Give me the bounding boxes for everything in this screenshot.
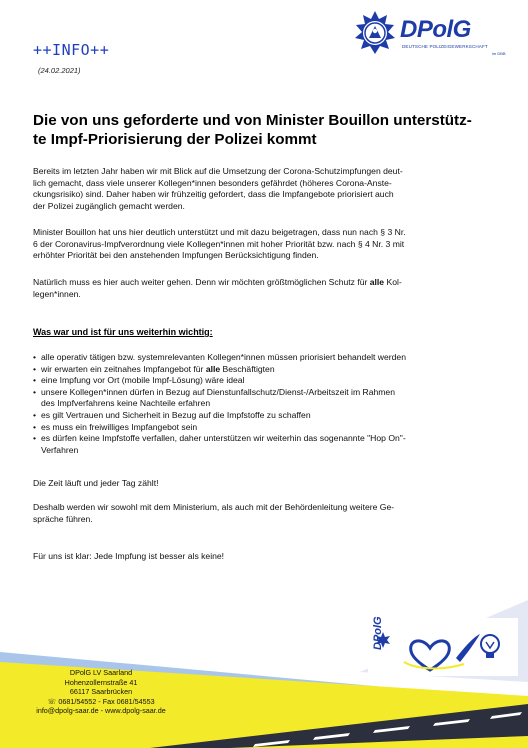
text-line: 6 der Coronavirus-Impfverordnung viele Kollegen*innen mit hoher Priorität bzw. nach § 4 Nr. 3 mit	[33, 238, 405, 249]
paragraph-1	[33, 166, 493, 212]
list-item: • es muss ein freiwilliges Impfangebot sein	[33, 422, 498, 434]
text-line: Minister Bouillon hat uns hier deutlich unterstützt und mit dazu beigetragen, dass nun nach § 3 Nr.	[33, 227, 406, 237]
document-date: (24.02.2021)	[38, 66, 81, 75]
footer-street: Hohenzollernstraße 41	[64, 677, 138, 687]
footer-contact-block	[16, 668, 186, 716]
text-line: legen*innen.	[33, 288, 81, 299]
list-item: • es gilt Vertrauen und Sicherheit in Bezug auf die Impfstoffe zu schaffen	[33, 410, 498, 422]
paragraph-5	[33, 502, 493, 525]
emphasis: alle	[205, 363, 221, 374]
text-line: spräche führen.	[33, 513, 93, 524]
text-line: Deshalb werden wir sowohl mit dem Ministerium, als auch mit der Behördenleitung weitere Ge-	[33, 502, 395, 512]
text-line: ckungsrisiko) sind. Daher haben wir frühzeitig gefordert, dass die Impfangebote priorisiert auch	[33, 189, 394, 200]
list-item	[33, 387, 498, 410]
headline	[33, 111, 503, 149]
footer-web[interactable]: info@dpolg-saar.de - www.dpolg-saar.de	[36, 706, 166, 716]
list-item: • eine Impfung vor Ort (mobile Impf-Lösung) wäre ideal	[33, 375, 498, 387]
text-line: des Impfverfahrens keine Nachteile erfahren	[41, 398, 211, 409]
paragraph-3	[33, 277, 493, 300]
headline-line-2: te Impf-Priorisierung der Polizei kommt	[33, 131, 317, 148]
text-line	[33, 277, 493, 289]
section-heading: Was war und ist für uns weiterhin wichtig:	[33, 327, 213, 337]
text-line: Verfahren	[41, 444, 79, 455]
side-logo-name: DPolG	[372, 616, 384, 650]
emphasis: alle	[369, 277, 385, 287]
footer-org: DPolG LV Saarland	[69, 668, 133, 677]
text-line: Bereits im letzten Jahr haben wir mit Blick auf die Umsetzung der Corona-Schutzimpfungen deut-	[33, 166, 403, 176]
list-item	[33, 433, 498, 456]
dpolg-logo	[352, 10, 512, 62]
footer-phone: ☏ 0681/54552 - Fax 0681/54553	[47, 696, 155, 706]
list-item	[33, 364, 498, 376]
headline-line-1: Die von uns geforderte und von Minister Bouillon unterstütz-	[33, 112, 472, 129]
logo-subtitle: DEUTSCHE POLIZEIGEWERKSCHAFT	[402, 44, 488, 49]
dpolg-campaign-logo	[368, 618, 518, 676]
text-run: Beschäftigten	[220, 363, 275, 374]
text-line: • es dürfen keine Impfstoffe verfallen, daher unterstützen wir weiterhin das sogenannte "Hop On"-	[41, 433, 406, 444]
police-star-icon	[352, 10, 398, 56]
info-title: ++INFO++	[33, 41, 110, 59]
logo-subtitle-2: im DBB	[492, 51, 506, 56]
text-line: lich gemacht, dass viele unserer Kollegen*innen besonders gefährdet (höheres Corona-Anste-	[33, 177, 392, 188]
paragraph-4: Die Zeit läuft und jeder Tag zählt!	[33, 478, 159, 488]
paragraph-6: Für uns ist klar: Jede Impfung ist besser als keine!	[33, 551, 225, 561]
logo-name: DPolG	[400, 16, 471, 43]
text-line: der Polizei zugänglich gemacht werden.	[33, 200, 185, 211]
text-run: Natürlich muss es hier auch weiter gehen. Denn wir möchten größtmöglichen Schutz für	[33, 277, 370, 287]
text-line: • unsere Kollegen*innen dürfen in Bezug auf Dienstunfallschutz/Dienst-/Arbeitszeit im Rahmen	[41, 386, 395, 397]
bullet-list	[33, 352, 498, 456]
text-line: erhöhter Priorität bei den anstehenden Impfungen Berücksichtigung finden.	[33, 250, 319, 261]
text-run: Kol-	[384, 277, 402, 287]
text-run: wir erwarten ein zeitnahes Impfangebot für	[41, 363, 206, 374]
paragraph-2	[33, 227, 493, 262]
list-item: • alle operativ tätigen bzw. systemrelevanten Kollegen*innen müssen priorisiert behandelt werden	[33, 352, 498, 364]
footer-city: 66117 Saarbrücken	[69, 687, 133, 697]
